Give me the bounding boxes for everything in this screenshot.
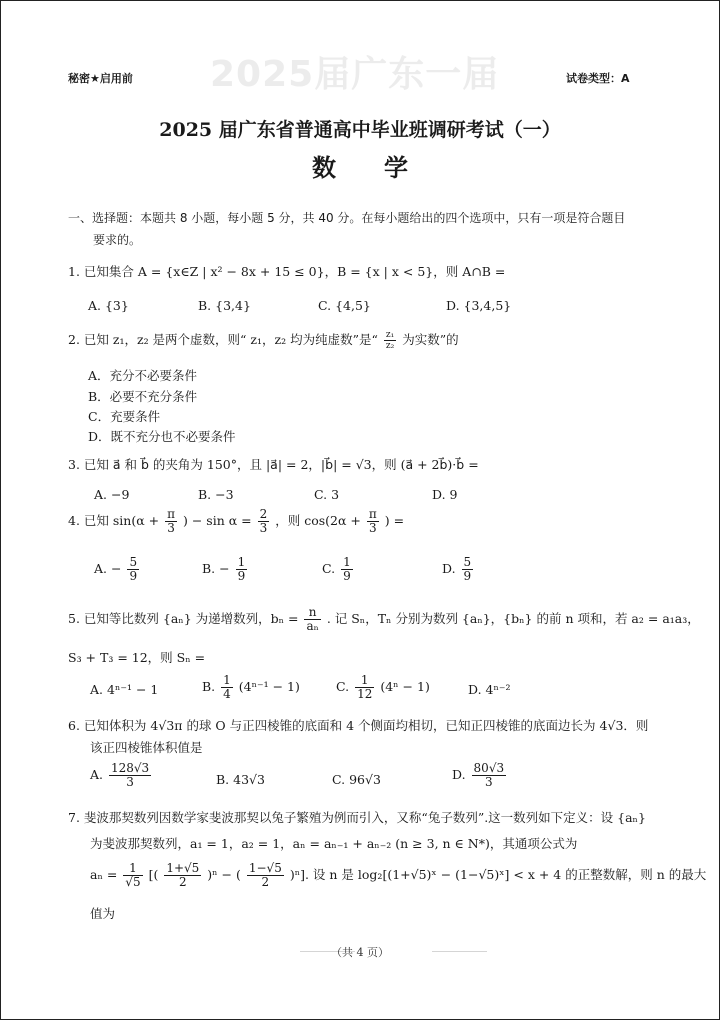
option-sign: − [219, 561, 230, 576]
numerator: 128√3 [111, 761, 150, 775]
q4-option-d [442, 556, 475, 583]
question-text-pre: 已知 z₁，z₂ 是两个虚数，则“ z₁，z₂ 均为纯虚数”是“ [83, 332, 378, 347]
paper-type-label: 试卷类型：A [566, 72, 630, 85]
q5-option-a [90, 682, 158, 697]
q4-option-b [202, 556, 249, 583]
option-label: B. [202, 561, 216, 576]
option-label: D. [468, 682, 482, 697]
exam-title: 2025 届广东省普通高中毕业班调研考试（一） [159, 119, 561, 141]
question-number: 2. [68, 332, 80, 347]
section-line-2: 要求的。 [93, 233, 142, 247]
option-text: (4ⁿ − 1) [380, 679, 430, 694]
denominator: 9 [237, 569, 246, 583]
fraction-pi-3 [165, 508, 177, 535]
question-number: 7. [68, 810, 80, 825]
q1-option-c: C. {4,5} [318, 298, 371, 313]
numerator: 5 [129, 555, 138, 569]
question-number: 3. [68, 457, 80, 472]
question-7 [68, 808, 646, 826]
denominator: √5 [125, 875, 141, 889]
option-label: A. [90, 682, 104, 697]
denominator: 3 [126, 775, 134, 789]
numerator: 1 [223, 673, 231, 687]
text-pre: 已知等比数列 {aₙ} 为递增数列，bₙ = [83, 611, 299, 626]
option-label: C. [322, 561, 336, 576]
question-7-line-2: 为斐波那契数列，a₁ = 1，a₂ = 1，aₙ = aₙ₋₁ + aₙ₋₂ (n ≥ 3, n ∈ N*)，其通项公式为 [90, 836, 578, 851]
question-number: 5. [68, 611, 80, 626]
text-post: . 记 Sₙ，Tₙ 分别为数列 {aₙ}，{bₙ} 的前 n 项和，若 a₂ = a₁a₃， [326, 611, 700, 626]
text-pre: 已知 sin(α + [83, 513, 160, 528]
question-text: 斐波那契数列因数学家斐波那契以兔子繁殖为例而引入，又称“兔子数列”.这一数列如下定义：设 {aₙ} [83, 810, 646, 825]
formula-part: [( [148, 867, 159, 882]
question-3 [68, 455, 479, 473]
formula-part: )ⁿ − ( [207, 867, 241, 882]
q6-option-c [332, 772, 381, 787]
q5-option-b [202, 674, 300, 701]
question-number: 1. [68, 264, 80, 279]
denominator: aₙ [306, 619, 319, 633]
q4-option-a [94, 556, 141, 583]
q1-option-d: D. {3,4,5} [446, 298, 512, 313]
confidential-label: 秘密★启用前 [68, 72, 133, 85]
q2-option-b: B．必要不充分条件 [88, 389, 198, 404]
q2-option-a: A．充分不必要条件 [88, 368, 198, 383]
option-label: B. [216, 772, 230, 787]
text-end: ) = [384, 513, 405, 528]
denominator: 3 [368, 521, 377, 535]
denominator: 3 [259, 521, 268, 535]
numerator: z₁ [385, 330, 395, 340]
denominator: 2 [178, 875, 187, 889]
question-6-line-2: 该正四棱锥体积值是 [90, 740, 203, 755]
option-label: D. [452, 767, 466, 782]
subject-title: 数学 [312, 154, 456, 182]
page-count: （共 4 页） [331, 946, 389, 959]
numerator: 2 [259, 507, 268, 521]
question-number: 6. [68, 718, 80, 733]
option-fraction [236, 556, 248, 583]
option-label: A. [90, 767, 104, 782]
q2-option-d: D．既不充分也不必要条件 [88, 429, 236, 444]
q1-option-b: B. {3,4} [198, 298, 251, 313]
formula-lhs: aₙ = [90, 867, 118, 882]
q6-option-b [216, 772, 265, 787]
numerator: n [304, 606, 320, 620]
numerator: 1+√5 [166, 861, 200, 875]
q5-option-d [468, 682, 511, 697]
fraction-2-3 [258, 508, 270, 535]
numerator: 1 [237, 555, 246, 569]
numerator: 1−√5 [248, 861, 282, 875]
fraction-psi [247, 862, 284, 889]
denominator: 3 [485, 775, 493, 789]
question-text: 已知体积为 4√3π 的球 O 与正四棱锥的底面和 4 个侧面均相切，已知正四棱锥的底面边长为 4√3．则 [83, 718, 649, 733]
formula-tail: )ⁿ]. 设 n 是 log₂[(1+√5)ˣ − (1−√5)ˣ] < x + 4 的正整数解，则 n 的最大 [289, 867, 707, 882]
question-5 [68, 606, 700, 633]
option-text: 43√3 [233, 772, 265, 787]
option-text: 4ⁿ⁻² [485, 682, 511, 697]
question-7-line-4: 值为 [90, 906, 116, 921]
question-text: 已知集合 A = {x∈Z | x² − 8x + 15 ≤ 0}，B = {x | x < 5}，则 A∩B = [83, 264, 506, 279]
question-text: 已知 a⃗ 和 b⃗ 的夹角为 150°，且 |a⃗| = 2，|b⃗| = √3，则 (a⃗ + 2b⃗)·b⃗ = [83, 457, 479, 472]
denominator: 4 [223, 687, 231, 701]
question-1 [68, 262, 505, 280]
question-7-formula [90, 862, 706, 889]
option-fraction [462, 556, 474, 583]
watermark: 2025届广东一届 [210, 54, 500, 95]
numerator: 1 [343, 555, 351, 569]
question-5-line-2: S₃ + T₃ = 12，则 Sₙ = [68, 650, 206, 665]
section-instructions [68, 207, 658, 251]
option-fraction [341, 556, 353, 583]
section-line-1: 一、选择题：本题共 8 小题，每小题 5 分，共 40 分。在每小题给出的四个选项中，只有一项是符合题目 [68, 211, 626, 225]
fraction-n-an [304, 606, 320, 633]
text-mid: ) − sin α = [182, 513, 252, 528]
numerator: π [167, 507, 175, 521]
option-text: (4ⁿ⁻¹ − 1) [238, 679, 300, 694]
option-sign: − [111, 561, 122, 576]
denominator: 9 [129, 569, 138, 583]
denominator: z₂ [385, 341, 395, 351]
q3-option-a: A. −9 [94, 487, 130, 502]
fraction [384, 330, 396, 351]
q3-option-b: B. −3 [198, 487, 234, 502]
fraction-phi [164, 862, 201, 889]
option-fraction [127, 556, 139, 583]
option-label: A. [94, 561, 108, 576]
q6-option-a [90, 762, 153, 789]
option-fraction [355, 674, 374, 701]
q4-option-c [322, 556, 355, 583]
denominator: 2 [261, 875, 270, 889]
question-text-post: 为实数”的 [402, 332, 459, 347]
denominator: 3 [167, 521, 175, 535]
fraction-1-sqrt5 [123, 862, 142, 889]
q1-option-a: A. {3} [88, 298, 129, 313]
option-label: C. [336, 679, 350, 694]
numerator: π [368, 507, 377, 521]
q5-option-c [336, 674, 430, 701]
numerator: 80√3 [473, 761, 505, 775]
denominator: 12 [357, 687, 373, 701]
option-fraction [472, 762, 507, 789]
option-fraction [221, 674, 233, 701]
q3-option-d: D. 9 [432, 487, 458, 502]
fraction-pi-3-b [367, 508, 379, 535]
q6-option-d [452, 762, 508, 789]
question-number: 4. [68, 513, 80, 528]
text-then: ，则 cos(2α + [275, 513, 361, 528]
denominator: 9 [343, 569, 351, 583]
question-4 [68, 508, 404, 535]
numerator: 1 [355, 674, 374, 688]
denominator: 9 [463, 569, 472, 583]
numerator: 5 [463, 555, 472, 569]
numerator: 1 [123, 862, 142, 876]
option-text: 4ⁿ⁻¹ − 1 [107, 682, 159, 697]
q3-option-c: C. 3 [314, 487, 340, 502]
question-2 [68, 330, 459, 351]
question-6 [68, 716, 648, 734]
q2-option-c: C．充要条件 [88, 409, 161, 424]
option-fraction [109, 762, 151, 789]
option-label: D. [442, 561, 456, 576]
option-label: C. [332, 772, 346, 787]
option-label: B. [202, 679, 216, 694]
option-text: 96√3 [349, 772, 381, 787]
